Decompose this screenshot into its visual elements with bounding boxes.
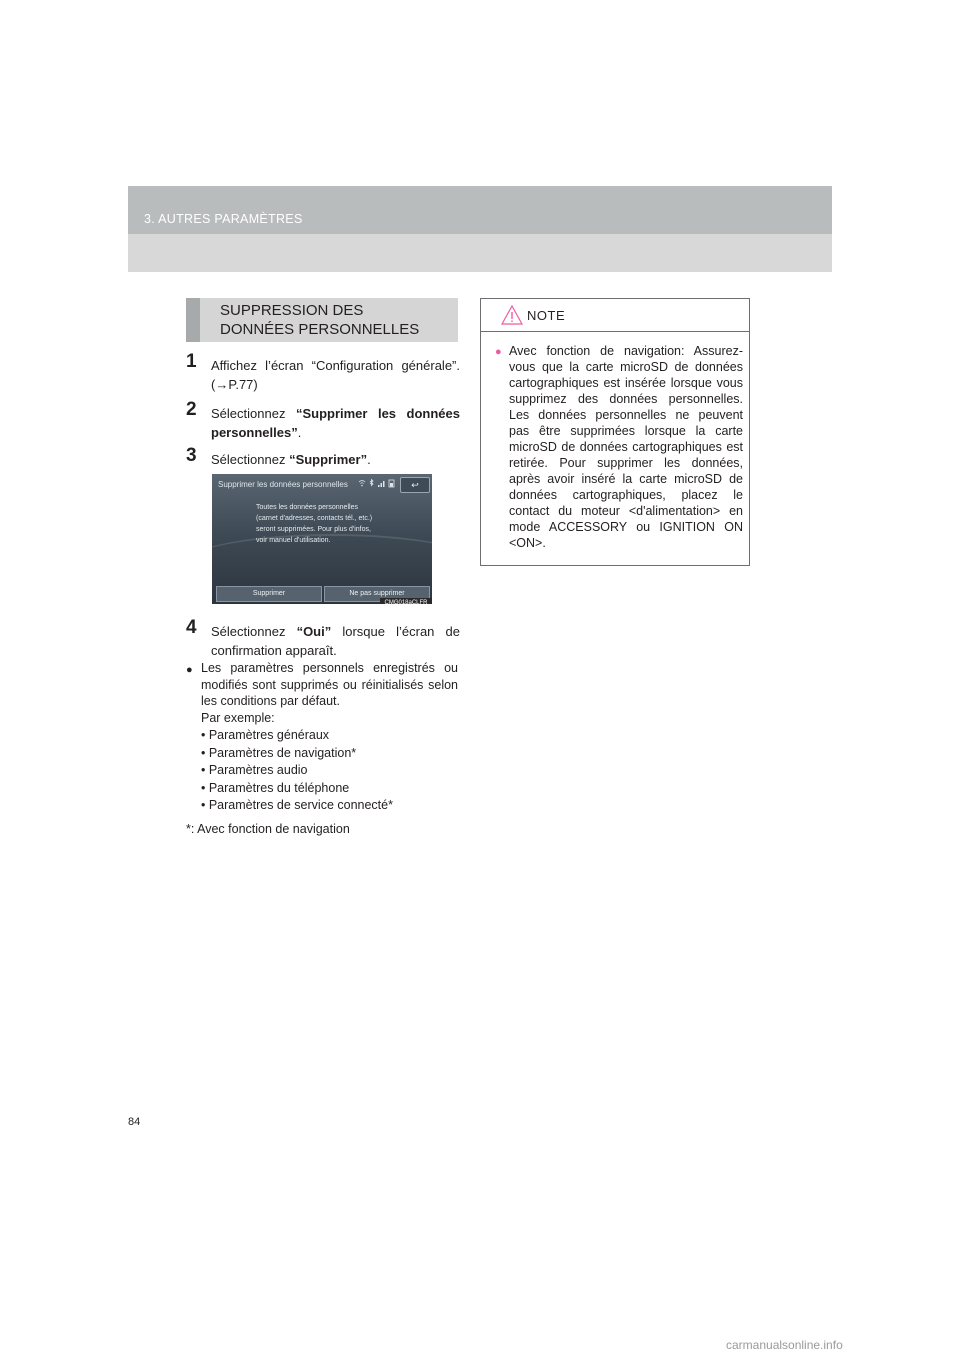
- step-number: 1: [186, 351, 197, 372]
- note-text: Avec fonction de navigation: Assurez-vous que la carte microSD de données cartographiques est insérée lorsque vous supprimez des données personnelles. Les données personnelles ne peuvent pas être supprimées lorsque la carte microSD de données cartographiques est retirée. Pour supprimer les données, après avoir inséré la carte microSD de données cartographiques, placez le contact du moteur <d'alimentation> en mode ACCESSORY ou IGNITION ON <ON>.: [509, 344, 743, 550]
- footnote: *: Avec fonction de navigation: [186, 822, 350, 836]
- note-header: [481, 299, 749, 332]
- step-text: Sélectionnez “Supprimer”.: [211, 452, 371, 467]
- step-number: 4: [186, 617, 197, 638]
- do-not-delete-button[interactable]: Ne pas supprimer: [324, 586, 430, 602]
- chapter-title: 3. AUTRES PARAMÈTRES: [144, 212, 303, 226]
- list-item: • Paramètres du téléphone: [201, 780, 350, 795]
- delete-button[interactable]: Supprimer: [216, 586, 322, 602]
- heading-line-1: SUPPRESSION DES: [220, 302, 364, 319]
- list-item: • Paramètres audio: [201, 763, 308, 777]
- page-header: [128, 186, 832, 272]
- bullet-text: Les paramètres personnels enregistrés ou modifiés sont supprimés ou réinitialisés selon les conditions par défaut.: [201, 661, 458, 708]
- screen-title: Supprimer les données personnelles: [218, 480, 348, 489]
- header-band: [128, 186, 832, 234]
- step-3: [186, 445, 460, 469]
- note-box: [480, 298, 750, 566]
- warning-icon: [501, 305, 523, 325]
- note-body: [495, 343, 743, 551]
- list-item: • Paramètres de navigation*: [201, 745, 357, 760]
- example-list: [201, 710, 458, 815]
- step-text: Sélectionnez “Supprimer les données personnelles”.: [211, 406, 460, 440]
- back-button[interactable]: ↩: [400, 477, 430, 493]
- note-title: NOTE: [527, 308, 566, 323]
- arrow-icon: →: [215, 377, 229, 392]
- heading-accent-bar: [186, 298, 200, 342]
- screen-illustration: [212, 474, 432, 604]
- confirmation-message: Toutes les données personnelles (carnet d'adresses, contacts tél., etc.) seront supprimées. Pour plus d'infos, voir manuel d'utilisation.: [256, 504, 373, 544]
- bullet-dot-icon: ●: [186, 664, 193, 676]
- step-4: [186, 617, 460, 660]
- info-bullet: [186, 660, 458, 815]
- step-number: 3: [186, 445, 197, 466]
- page-number: 84: [128, 1116, 141, 1128]
- step-1: [186, 351, 460, 394]
- list-item: • Paramètres de service connecté*: [201, 798, 393, 812]
- step-text: Affichez l’écran “Configuration générale”. (→P.77): [211, 358, 460, 392]
- step-2: [186, 399, 460, 442]
- wifi-bluetooth-signal-icon: [358, 479, 398, 488]
- figure-code: CMG018aCLFR: [380, 598, 432, 604]
- section-heading-text: [220, 301, 419, 339]
- example-label: Par exemple:: [201, 710, 275, 725]
- section-heading: [186, 298, 458, 342]
- note-bullet-icon: ●: [495, 346, 502, 358]
- heading-line-2: DONNÉES PERSONNELLES: [220, 321, 420, 338]
- step-text: Sélectionnez “Oui” lorsque l’écran de confirmation apparaît.: [211, 624, 460, 658]
- list-item: • Paramètres généraux: [201, 728, 330, 742]
- status-icons: [358, 479, 398, 490]
- watermark: carmanualsonline.info: [726, 1338, 843, 1352]
- step-number: 2: [186, 399, 197, 420]
